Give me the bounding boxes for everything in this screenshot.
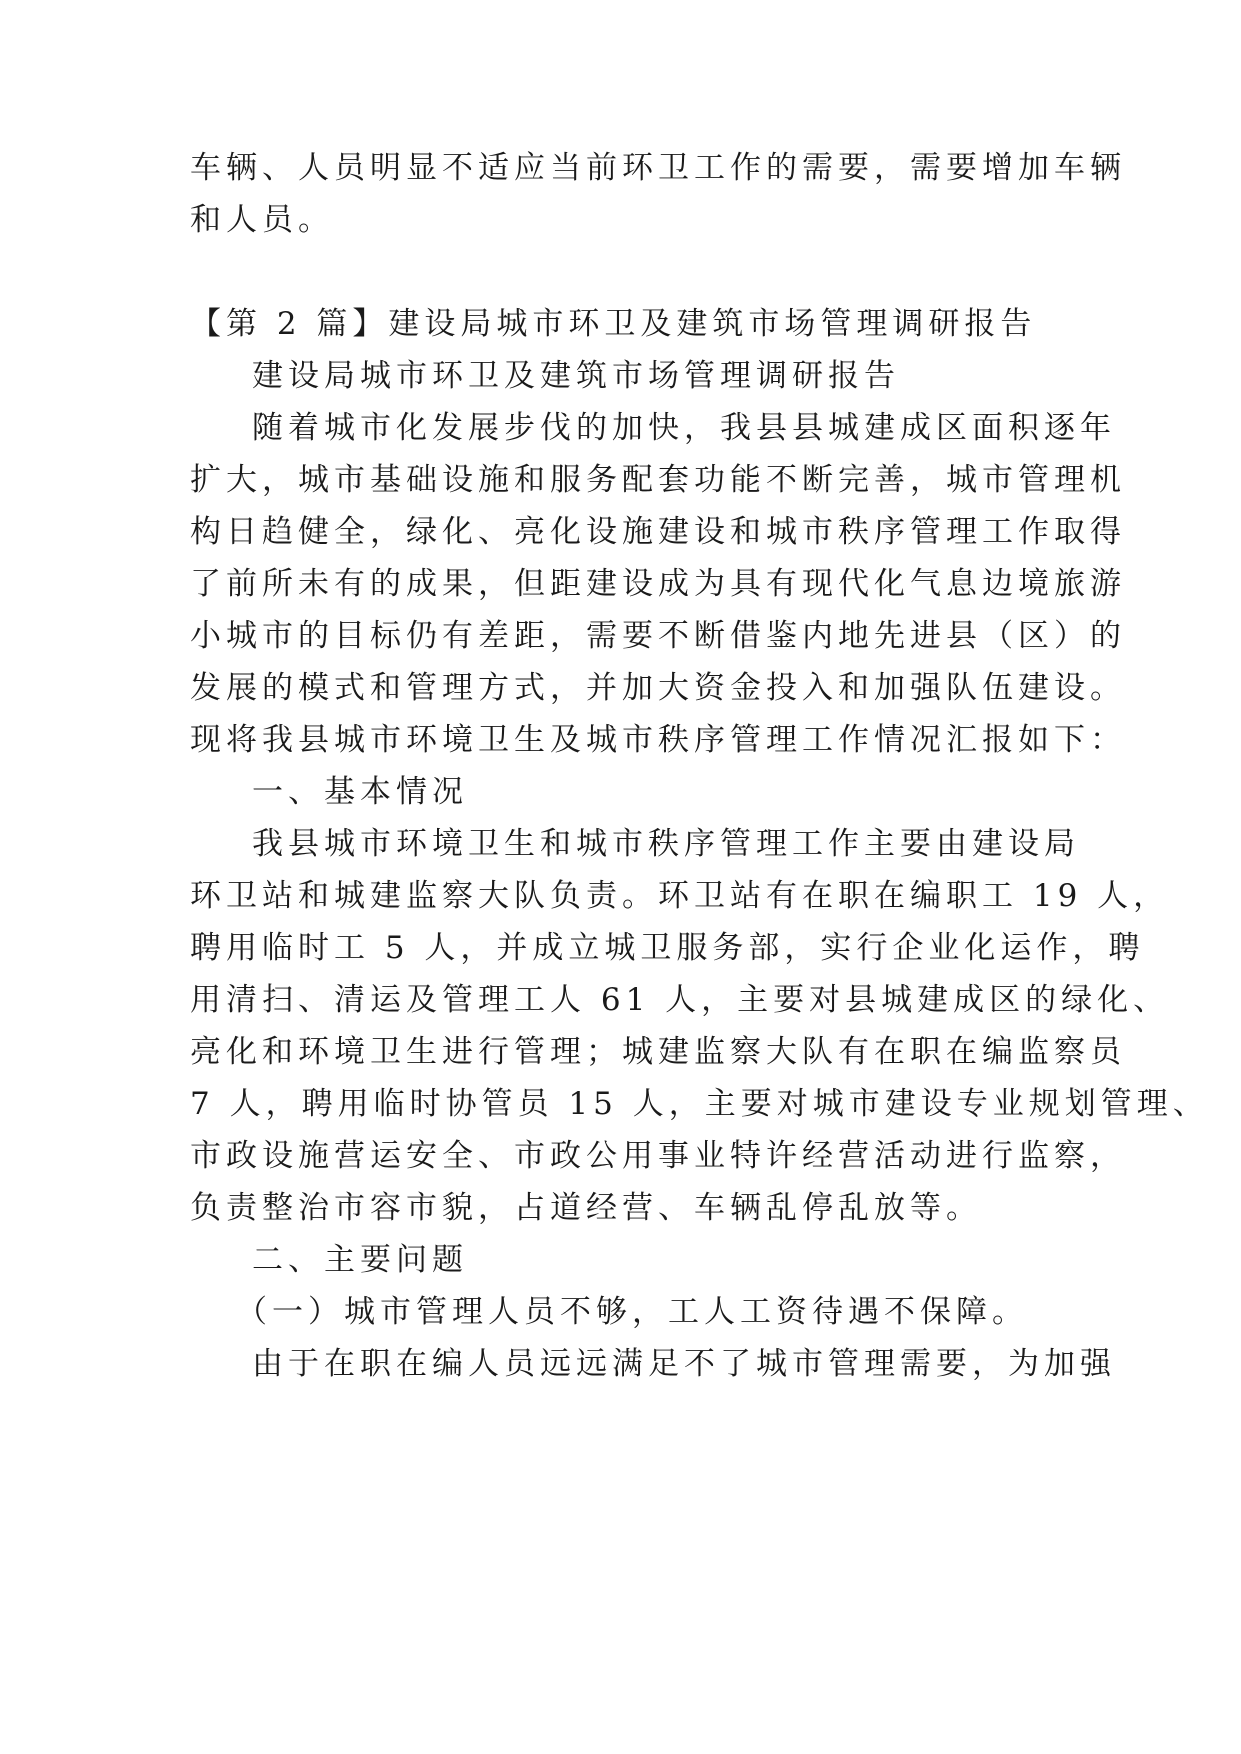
paragraph-line: 小城市的目标仍有差距，需要不断借鉴内地先进县（区）的 bbox=[190, 618, 1126, 654]
paragraph-line: 市政设施营运安全、市政公用事业特许经营活动进行监察， bbox=[190, 1138, 1126, 1174]
paragraph-line: 由于在职在编人员远远满足不了城市管理需要，为加强 bbox=[252, 1346, 1116, 1382]
paragraph-line: 随着城市化发展步伐的加快，我县县城建成区面积逐年 bbox=[252, 410, 1116, 446]
paragraph-line: 聘用临时工 5 人，并成立城卫服务部，实行企业化运作，聘 bbox=[190, 930, 1145, 966]
paragraph-line: 用清扫、清运及管理工人 61 人，主要对县城建成区的绿化、 bbox=[190, 982, 1170, 1018]
paragraph-line: 扩大，城市基础设施和服务配套功能不断完善，城市管理机 bbox=[190, 462, 1126, 498]
paragraph-line: 发展的模式和管理方式，并加大资金投入和加强队伍建设。 bbox=[190, 670, 1126, 706]
paragraph-line: 了前所未有的成果，但距建设成为具有现代化气息边境旅游 bbox=[190, 566, 1126, 602]
paragraph-line: 和人员。 bbox=[190, 202, 334, 238]
section-heading: 【第 2 篇】建设局城市环卫及建筑市场管理调研报告 bbox=[190, 306, 1037, 342]
subheading-main-problems: 二、主要问题 bbox=[252, 1242, 468, 1278]
paragraph-line: 亮化和环境卫生进行管理；城建监察大队有在职在编监察员 bbox=[190, 1034, 1126, 1070]
paragraph-line: 我县城市环境卫生和城市秩序管理工作主要由建设局 bbox=[252, 826, 1080, 862]
paragraph-line: 环卫站和城建监察大队负责。环卫站有在职在编职工 19 人， bbox=[190, 878, 1170, 914]
paragraph-line: 车辆、人员明显不适应当前环卫工作的需要，需要增加车辆 bbox=[190, 150, 1126, 186]
paragraph-line: 7 人，聘用临时协管员 15 人，主要对城市建设专业规划管理、 bbox=[190, 1086, 1209, 1122]
paragraph-line: 负责整治市容市貌，占道经营、车辆乱停乱放等。 bbox=[190, 1190, 982, 1226]
subheading-basic-situation: 一、基本情况 bbox=[252, 774, 468, 810]
subheading-problem-1: （一）城市管理人员不够，工人工资待遇不保障。 bbox=[236, 1294, 1028, 1330]
report-title: 建设局城市环卫及建筑市场管理调研报告 bbox=[252, 358, 900, 394]
paragraph-line: 现将我县城市环境卫生及城市秩序管理工作情况汇报如下： bbox=[190, 722, 1126, 758]
paragraph-line: 构日趋健全，绿化、亮化设施建设和城市秩序管理工作取得 bbox=[190, 514, 1126, 550]
